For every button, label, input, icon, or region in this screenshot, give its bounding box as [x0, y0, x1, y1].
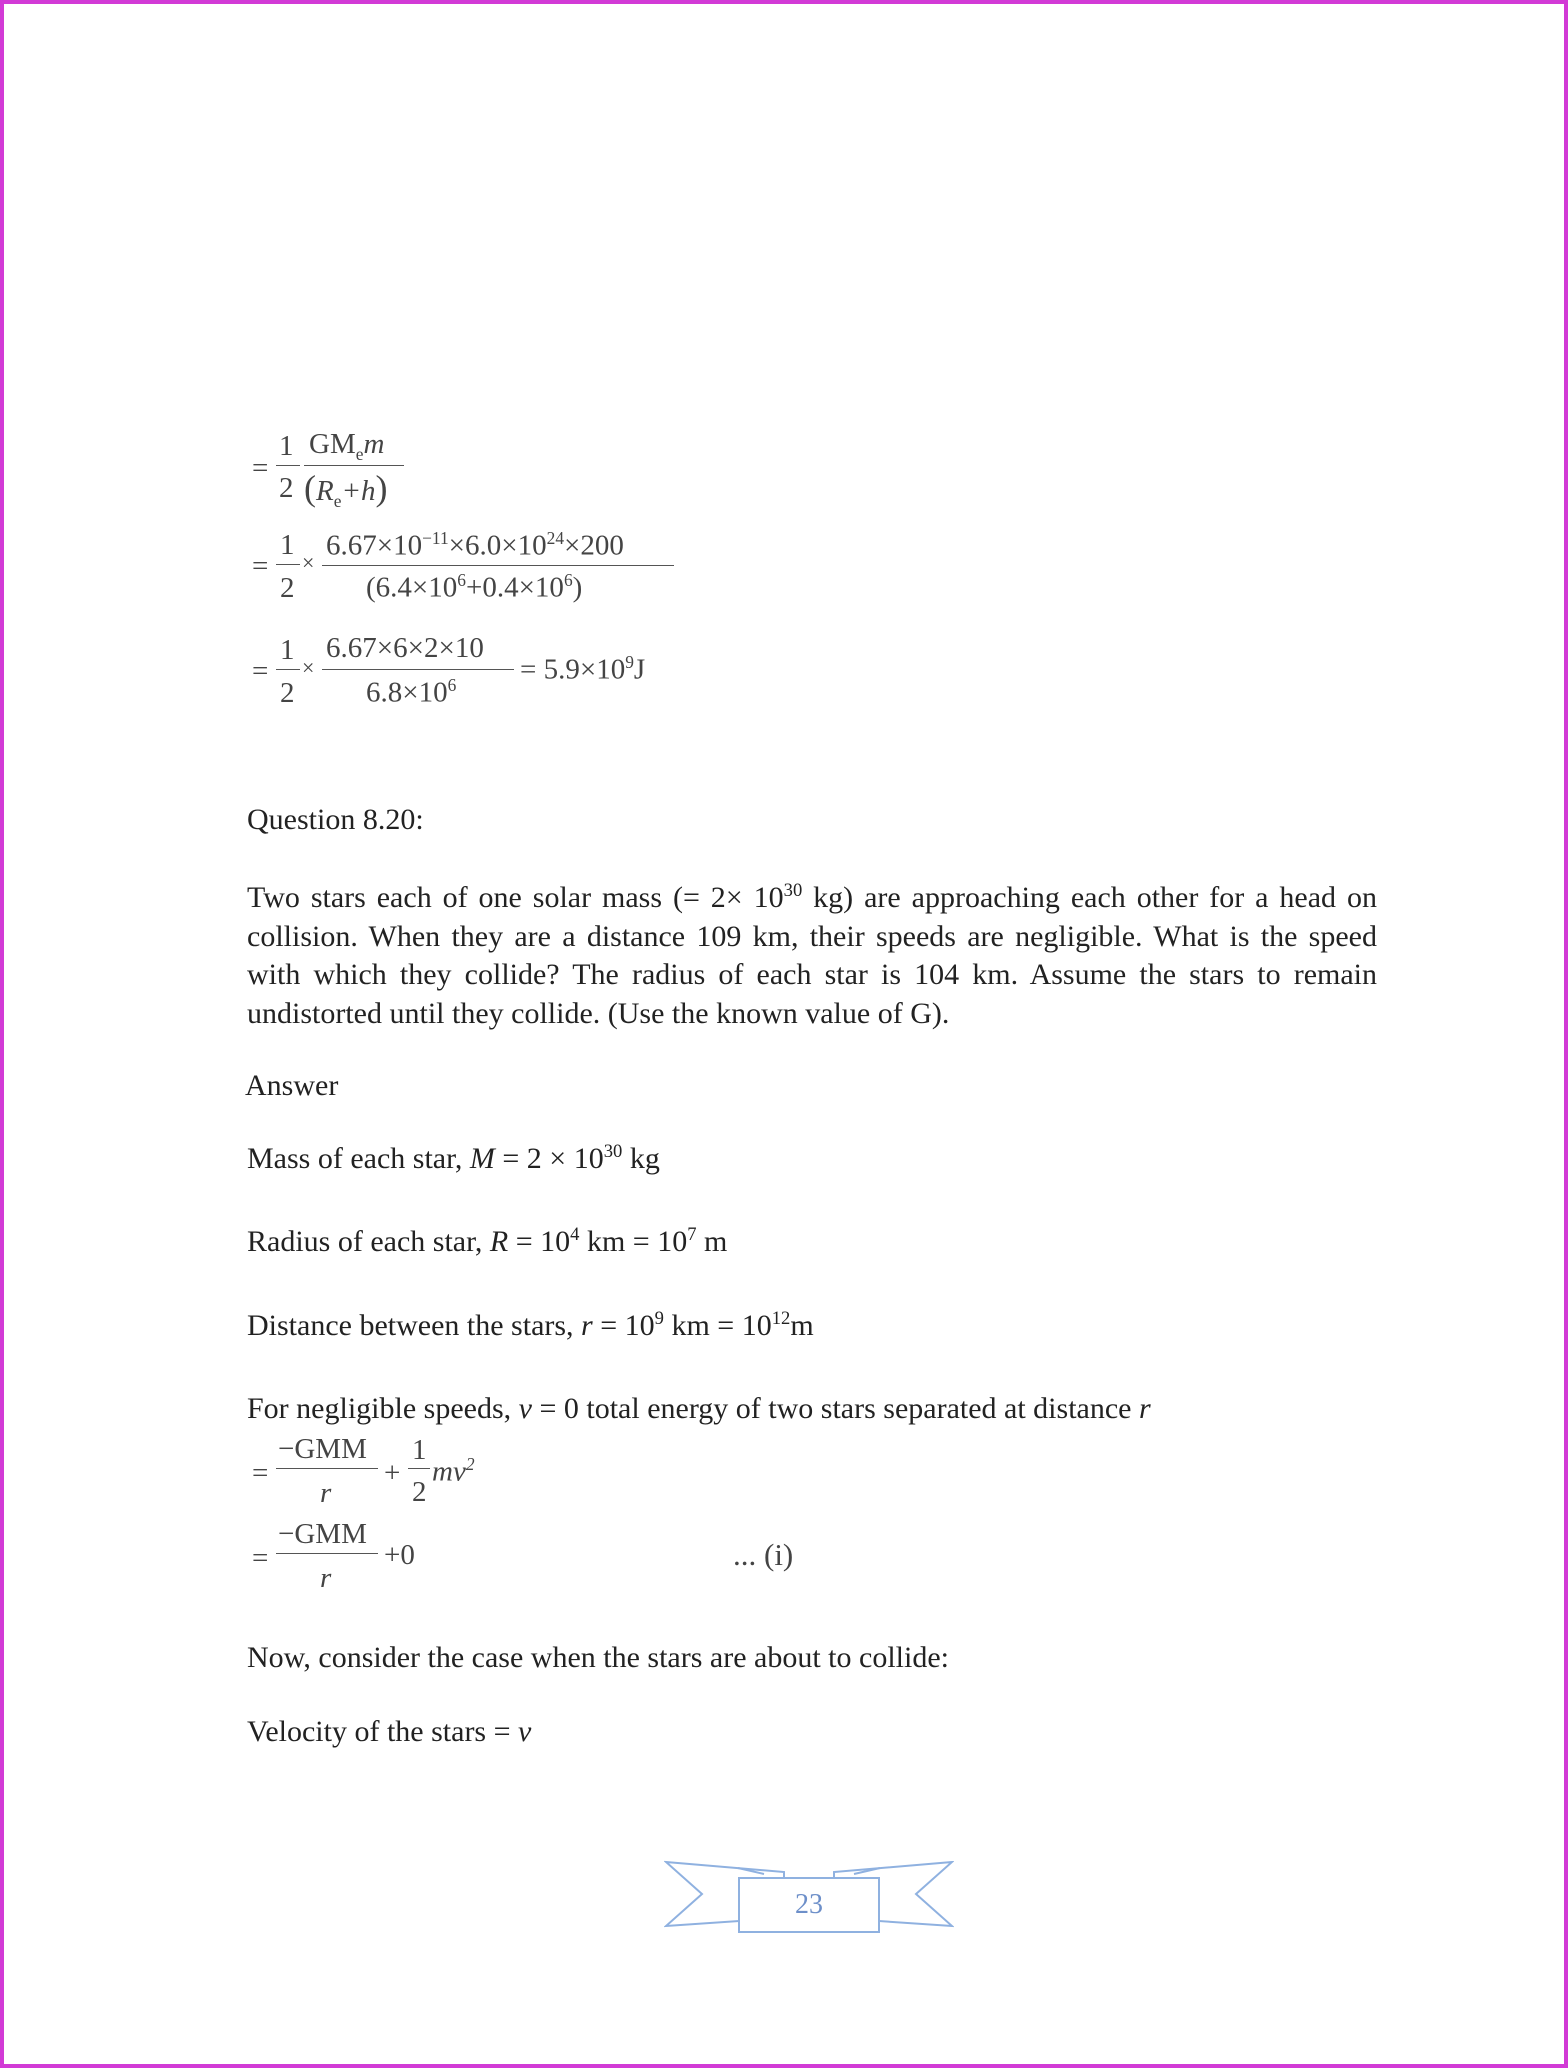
eq4-half-num: 1	[412, 1434, 427, 1466]
eq5-numerator: −GMM	[278, 1518, 367, 1550]
eq5-denominator: r	[320, 1562, 332, 1594]
eq4-plus: +	[384, 1457, 401, 1489]
eq1-coef-den: 2	[279, 472, 294, 504]
eq1-coef-num: 1	[279, 430, 294, 462]
eq5-equals: =	[252, 1542, 269, 1574]
eq2-coef-den: 2	[280, 572, 295, 604]
eq4-fraction-bar	[276, 1468, 378, 1469]
eq3-fraction-bar	[322, 669, 514, 670]
eq1-denominator: $(R_e+h)$	[304, 468, 388, 511]
eq4-mv-squared: $mv^2$	[432, 1454, 475, 1488]
distance-line: Distance between the stars, $r = 10^9$ km = $10^{12}m$	[247, 1307, 814, 1342]
eq1-equals: =	[252, 452, 269, 484]
eq3-result: = $5.9\times 10^9J$	[520, 652, 646, 686]
eq5-tail: +0	[384, 1539, 415, 1571]
eq4-numerator: −GMM	[278, 1433, 367, 1465]
question-text: Two stars each of one solar mass (= $2\times 10^{30}$ kg) are approaching each other for a head on collision. When they are a distance 109 km, their speeds are negligible. What is the speed with which they collide? The radius of each star is 104 km. Assume the stars to remain undistorted until they collide. (Use the known value of G).	[247, 879, 1377, 1030]
eq1-coef-bar	[276, 465, 300, 466]
eq3-times: ×	[302, 655, 315, 680]
eq1-numerator: $GM_em$	[309, 428, 385, 464]
eq3-coef-bar	[276, 669, 300, 670]
eq3-denominator: $6.8\times 10^6$	[366, 675, 457, 709]
eq2-equals: =	[252, 550, 269, 582]
eq2-times: ×	[302, 550, 315, 575]
radius-line: Radius of each star, $R = 10^4$ km = $10^7$ m	[247, 1223, 728, 1258]
eq4-half-den: 2	[412, 1476, 427, 1508]
eq2-fraction-bar	[322, 565, 674, 566]
eq2-coef-num: 1	[280, 529, 295, 561]
question-heading: Question 8.20:	[247, 803, 424, 836]
consider-collision-line: Now, consider the case when the stars are about to collide:	[247, 1641, 949, 1674]
eq4-equals: =	[252, 1457, 269, 1489]
eq4-denominator: r	[320, 1477, 332, 1509]
eq3-numerator: 6.67×6×2×10	[326, 632, 484, 664]
negligible-speeds-line: For negligible speeds, v = 0 total energy of two stars separated at distance r	[247, 1392, 1151, 1425]
eq3-coef-num: 1	[280, 634, 295, 666]
page-number: 23	[738, 1877, 880, 1933]
eq3-coef-den: 2	[280, 677, 295, 709]
eq3-equals: =	[252, 655, 269, 687]
eq5-fraction-bar	[276, 1553, 378, 1554]
eq1-fraction-bar	[304, 465, 404, 466]
eq2-denominator: $(6.4\times 10^6+0.4\times 10^6)$	[366, 570, 583, 604]
eq2-numerator: $6.67\times 10^{-11}\times 6.0\times 10^{24}\times 200$	[326, 528, 624, 562]
eq4-half-bar	[408, 1468, 430, 1469]
mass-line: Mass of each star, $M = 2 \times 10^{30}$ kg	[247, 1140, 660, 1175]
eq2-coef-bar	[276, 564, 300, 565]
eq5-label: ... (i)	[733, 1537, 794, 1572]
answer-heading: Answer	[245, 1069, 339, 1102]
velocity-line: Velocity of the stars = v	[247, 1715, 532, 1748]
